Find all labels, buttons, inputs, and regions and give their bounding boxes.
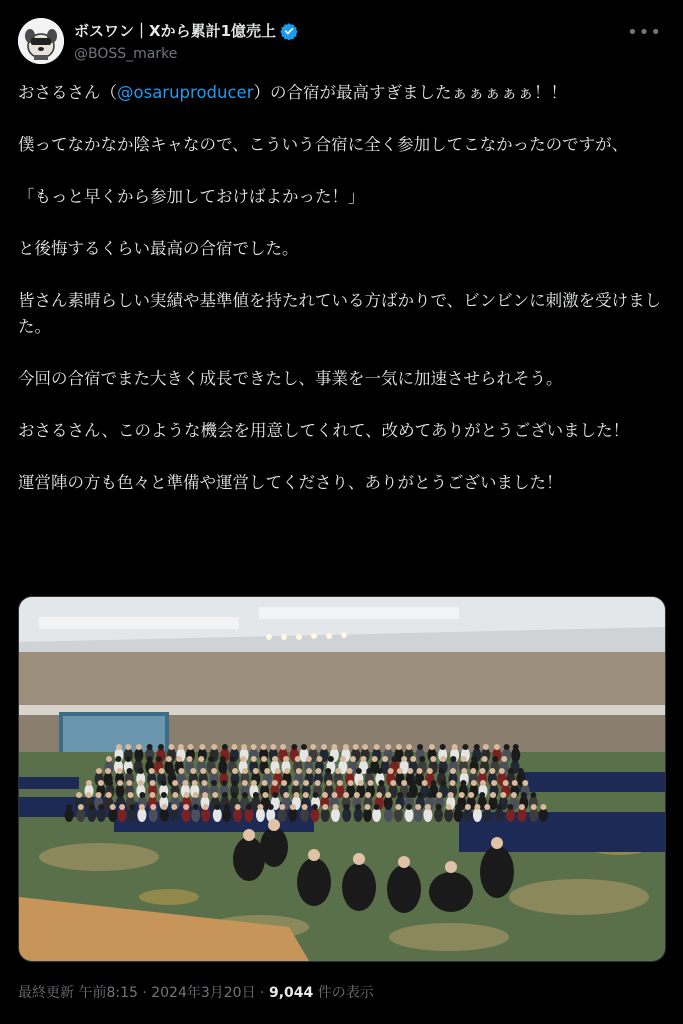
post-paragraph-6: 今回の合宿でまた大きく成長できたし、事業を一気に加速させられそう。 bbox=[18, 369, 563, 388]
post-paragraph-8: 運営陣の方も色々と準備や運営してくださり、ありがとうございました！ bbox=[18, 473, 563, 492]
post-paragraph-2: 僕ってなかなか陰キャなので、こういう合宿に全く参加してこなかったのですが、 bbox=[18, 135, 629, 154]
post-paragraph-7: おさるさん、このような機会を用意してくれて、改めてありがとうございました！ bbox=[18, 421, 630, 440]
author-info[interactable] bbox=[74, 20, 298, 62]
display-name-text[interactable]: ボスワン｜Xから累計1億売上 bbox=[74, 22, 277, 40]
author-display-name[interactable] bbox=[74, 20, 298, 41]
post-photo[interactable] bbox=[18, 596, 666, 962]
post-paragraph-4: と後悔するくらい最高の合宿でした。 bbox=[18, 239, 299, 258]
view-count: 9,044 bbox=[268, 985, 314, 1001]
dog-avatar-icon[interactable] bbox=[18, 18, 64, 64]
post-paragraph-1 bbox=[18, 80, 668, 106]
post-header bbox=[18, 14, 668, 70]
author-handle[interactable]: @BOSS_marke bbox=[74, 46, 178, 62]
text-segment: おさるさん（ bbox=[18, 83, 117, 102]
text-segment: ）の合宿が最高すぎましたぁぁぁぁぁ！！ bbox=[253, 83, 567, 102]
post-paragraph-5: 皆さん素晴らしい実績や基準値を持たれている方ばかりで、ビンビンに刺激を受けました。 bbox=[18, 291, 662, 336]
verified-badge-icon bbox=[280, 22, 298, 40]
timestamp-label[interactable]: 最終更新 午前8:15 · 2024年3月20日 · bbox=[18, 985, 265, 1001]
mention-link[interactable]: @osaruproducer bbox=[117, 83, 254, 102]
view-count-suffix: 件の表示 bbox=[317, 985, 374, 1001]
post-text bbox=[18, 80, 668, 496]
post-paragraph-3: 「もっと早くから参加しておけばよかった！」 bbox=[18, 187, 365, 206]
post-meta bbox=[18, 982, 374, 1002]
more-options-icon[interactable]: ••• bbox=[627, 22, 662, 43]
